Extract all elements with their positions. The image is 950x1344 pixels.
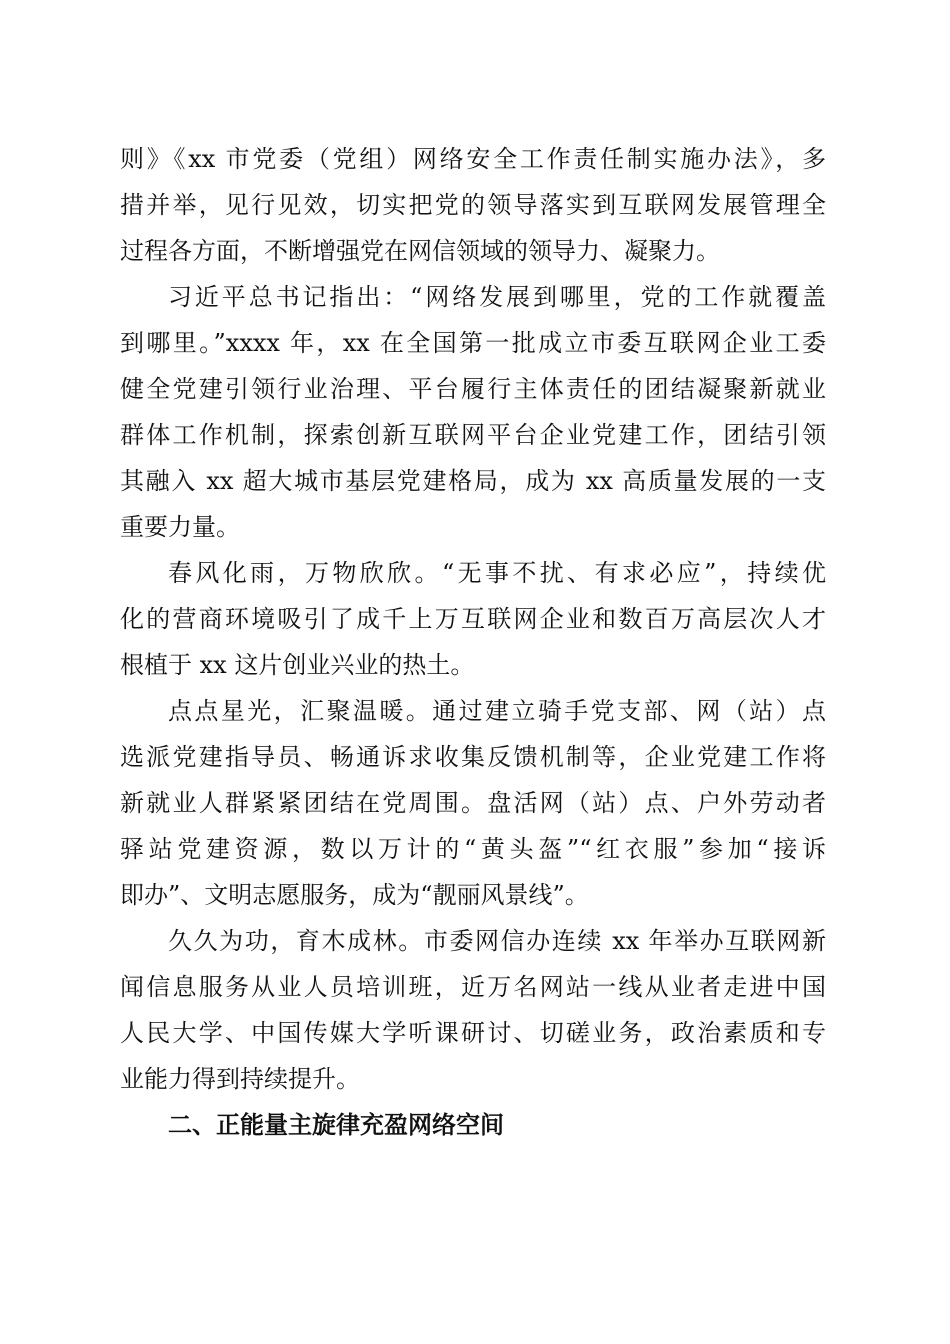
text-line: 新就业人群紧紧团结在党周围。盘活网（站）点、户外劳动者 xyxy=(120,789,826,817)
text-line: 其融入 xx 超大城市基层党建格局，成为 xx 高质量发展的一支 xyxy=(120,467,826,495)
paragraph-4 xyxy=(120,688,826,918)
text-line: 则》《xx 市党委（党组）网络安全工作责任制实施办法》，多 xyxy=(120,145,826,173)
text-line: 驿站党建资源，数以万计的“黄头盔”“红衣服”参加“接诉 xyxy=(120,835,826,863)
text-line: 健全党建引领行业治理、平台履行主体责任的团结凝聚新就业 xyxy=(120,375,826,403)
text-line: 人民大学、中国传媒大学听课研讨、切磋业务，政治素质和专 xyxy=(120,1019,826,1047)
text-line: 选派党建指导员、畅通诉求收集反馈机制等，企业党建工作将 xyxy=(120,743,826,771)
text-line: 化的营商环境吸引了成千上万互联网企业和数百万高层次人才 xyxy=(120,605,826,633)
section-heading: 二、正能量主旋律充盈网络空间 xyxy=(168,1111,504,1139)
text-line: 根植于 xx 这片创业兴业的热土。 xyxy=(120,651,475,679)
text-line: 即办”、文明志愿服务，成为“靓丽风景线”。 xyxy=(120,881,589,909)
paragraph-1 xyxy=(120,136,826,274)
paragraph-5 xyxy=(120,918,826,1102)
text-line: 重要力量。 xyxy=(120,513,240,541)
paragraph-2 xyxy=(120,274,826,550)
text-line: 春风化雨，万物欣欣。“无事不扰、有求必应”，持续优 xyxy=(168,559,826,587)
text-line: 群体工作机制，探索创新互联网平台企业党建工作，团结引领 xyxy=(120,421,826,449)
text-line: 措并举，见行见效，切实把党的领导落实到互联网发展管理全 xyxy=(120,191,826,219)
text-line: 点点星光，汇聚温暖。通过建立骑手党支部、网（站）点 xyxy=(168,697,826,725)
text-line: 到哪里。”xxxx 年，xx 在全国第一批成立市委互联网企业工委 xyxy=(120,329,826,357)
text-line: 习近平总书记指出：“网络发展到哪里，党的工作就覆盖 xyxy=(168,283,826,311)
text-line: 业能力得到持续提升。 xyxy=(120,1065,360,1093)
paragraph-3 xyxy=(120,550,826,688)
document-body xyxy=(120,136,826,1148)
text-line: 闻信息服务从业人员培训班，近万名网站一线从业者走进中国 xyxy=(120,973,826,1001)
text-line: 久久为功，育木成林。市委网信办连续 xx 年举办互联网新 xyxy=(168,927,826,955)
text-line: 过程各方面，不断增强党在网信领域的领导力、凝聚力。 xyxy=(120,237,720,265)
